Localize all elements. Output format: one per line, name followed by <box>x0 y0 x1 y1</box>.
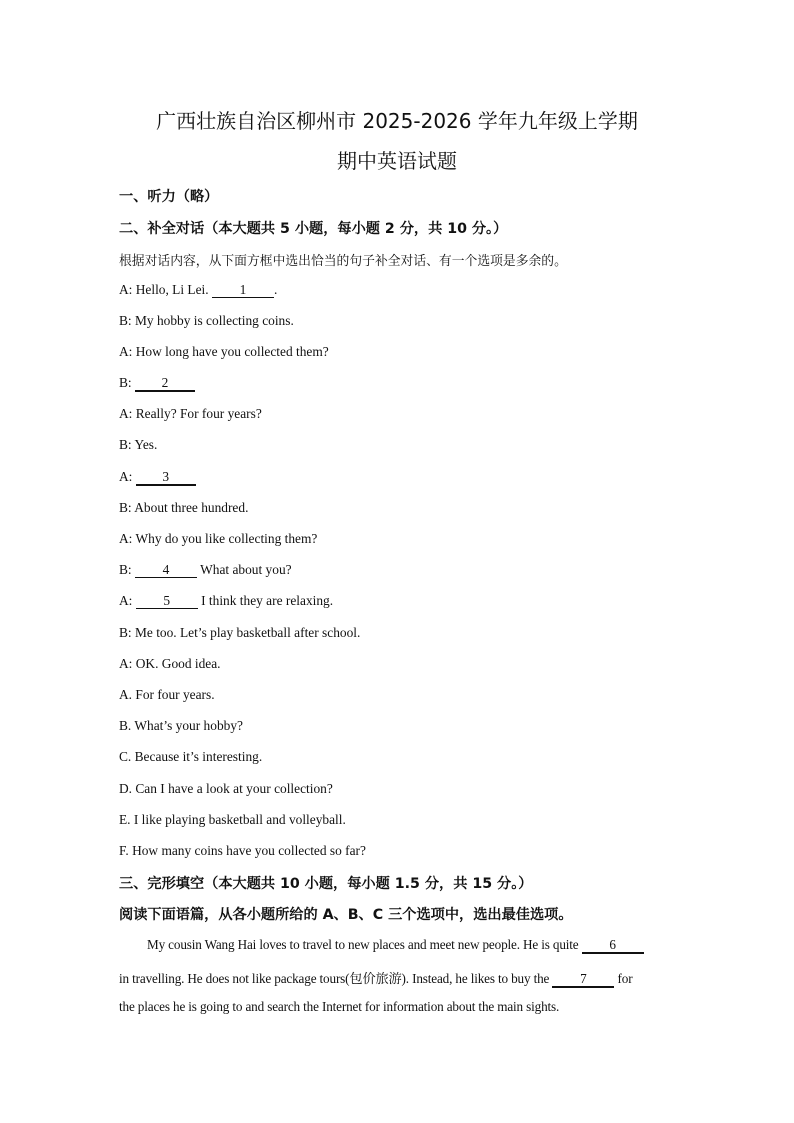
section-2-instruction: 根据对话内容，从下面方框中选出恰当的句子补全对话、有一个选项是多余的。 <box>119 254 567 269</box>
option-b: B. What’s your hobby? <box>119 718 243 733</box>
dialogue-text: What about you? <box>197 562 292 577</box>
answer-blank-2: 2 <box>135 375 195 392</box>
option-f: F. How many coins have you collected so far? <box>119 843 366 858</box>
dialogue-line-9: A: Why do you like collecting them? <box>119 531 318 546</box>
answer-blank-1: 1 <box>212 282 274 298</box>
answer-blank-3: 3 <box>136 469 196 486</box>
dialogue-line-4 <box>119 375 195 392</box>
option-c: C. Because it’s interesting. <box>119 749 263 764</box>
dialogue-line-3: A: How long have you collected them? <box>119 344 329 359</box>
dialogue-line-13: A: OK. Good idea. <box>119 656 221 671</box>
option-d: D. Can I have a look at your collection? <box>119 781 333 796</box>
section-1-heading: 一、听力（略） <box>119 189 219 205</box>
dialogue-line-12: B: Me too. Let’s play basketball after school. <box>119 625 361 640</box>
dialogue-text: . <box>273 282 278 297</box>
dialogue-line-6: B: Yes. <box>119 437 158 452</box>
passage-line-1 <box>147 937 644 954</box>
section-3-heading: 三、完形填空（本大题共 10 小题，每小题 1.5 分，共 15 分。） <box>119 876 533 892</box>
dialogue-line-1 <box>119 282 277 298</box>
dialogue-text: B: <box>119 375 135 390</box>
passage-text: My cousin Wang Hai loves to travel to new places and meet new people. He is quite <box>147 937 582 952</box>
exam-title-line-1: 广西壮族自治区柳州市 2025-2026 学年九年级上学期 <box>156 109 638 133</box>
dialogue-line-7 <box>119 469 196 486</box>
option-a: A. For four years. <box>119 687 215 702</box>
dialogue-line-8: B: About three hundred. <box>119 500 249 515</box>
passage-text: in travelling. He does not like package tours(包价旅游). Instead, he likes to buy the <box>119 971 553 986</box>
cloze-blank-7: 7 <box>552 971 614 988</box>
section-3-instruction: 阅读下面语篇，从各小题所给的 A、B、C 三个选项中，选出最佳选项。 <box>119 907 573 923</box>
dialogue-line-5: A: Really? For four years? <box>119 406 262 421</box>
dialogue-line-11 <box>119 593 333 609</box>
answer-blank-4: 4 <box>135 562 197 578</box>
dialogue-text: B: <box>119 562 135 577</box>
cloze-blank-6: 6 <box>582 937 644 954</box>
dialogue-line-10 <box>119 562 292 578</box>
option-e: E. I like playing basketball and volleyball. <box>119 812 346 827</box>
exam-title-line-2: 期中英语试题 <box>337 149 457 173</box>
dialogue-text: I think they are relaxing. <box>197 593 334 608</box>
dialogue-line-2: B: My hobby is collecting coins. <box>119 313 294 328</box>
answer-blank-5: 5 <box>136 593 198 609</box>
passage-text: for <box>614 971 633 986</box>
passage-line-3: the places he is going to and search the Internet for information about the main sights. <box>119 999 560 1014</box>
dialogue-text: A: <box>119 469 136 484</box>
dialogue-text: A: Hello, Li Lei. <box>119 282 212 297</box>
dialogue-text: A: <box>119 593 136 608</box>
passage-line-2 <box>119 968 632 988</box>
section-2-heading: 二、补全对话（本大题共 5 小题，每小题 2 分，共 10 分。） <box>119 221 508 237</box>
